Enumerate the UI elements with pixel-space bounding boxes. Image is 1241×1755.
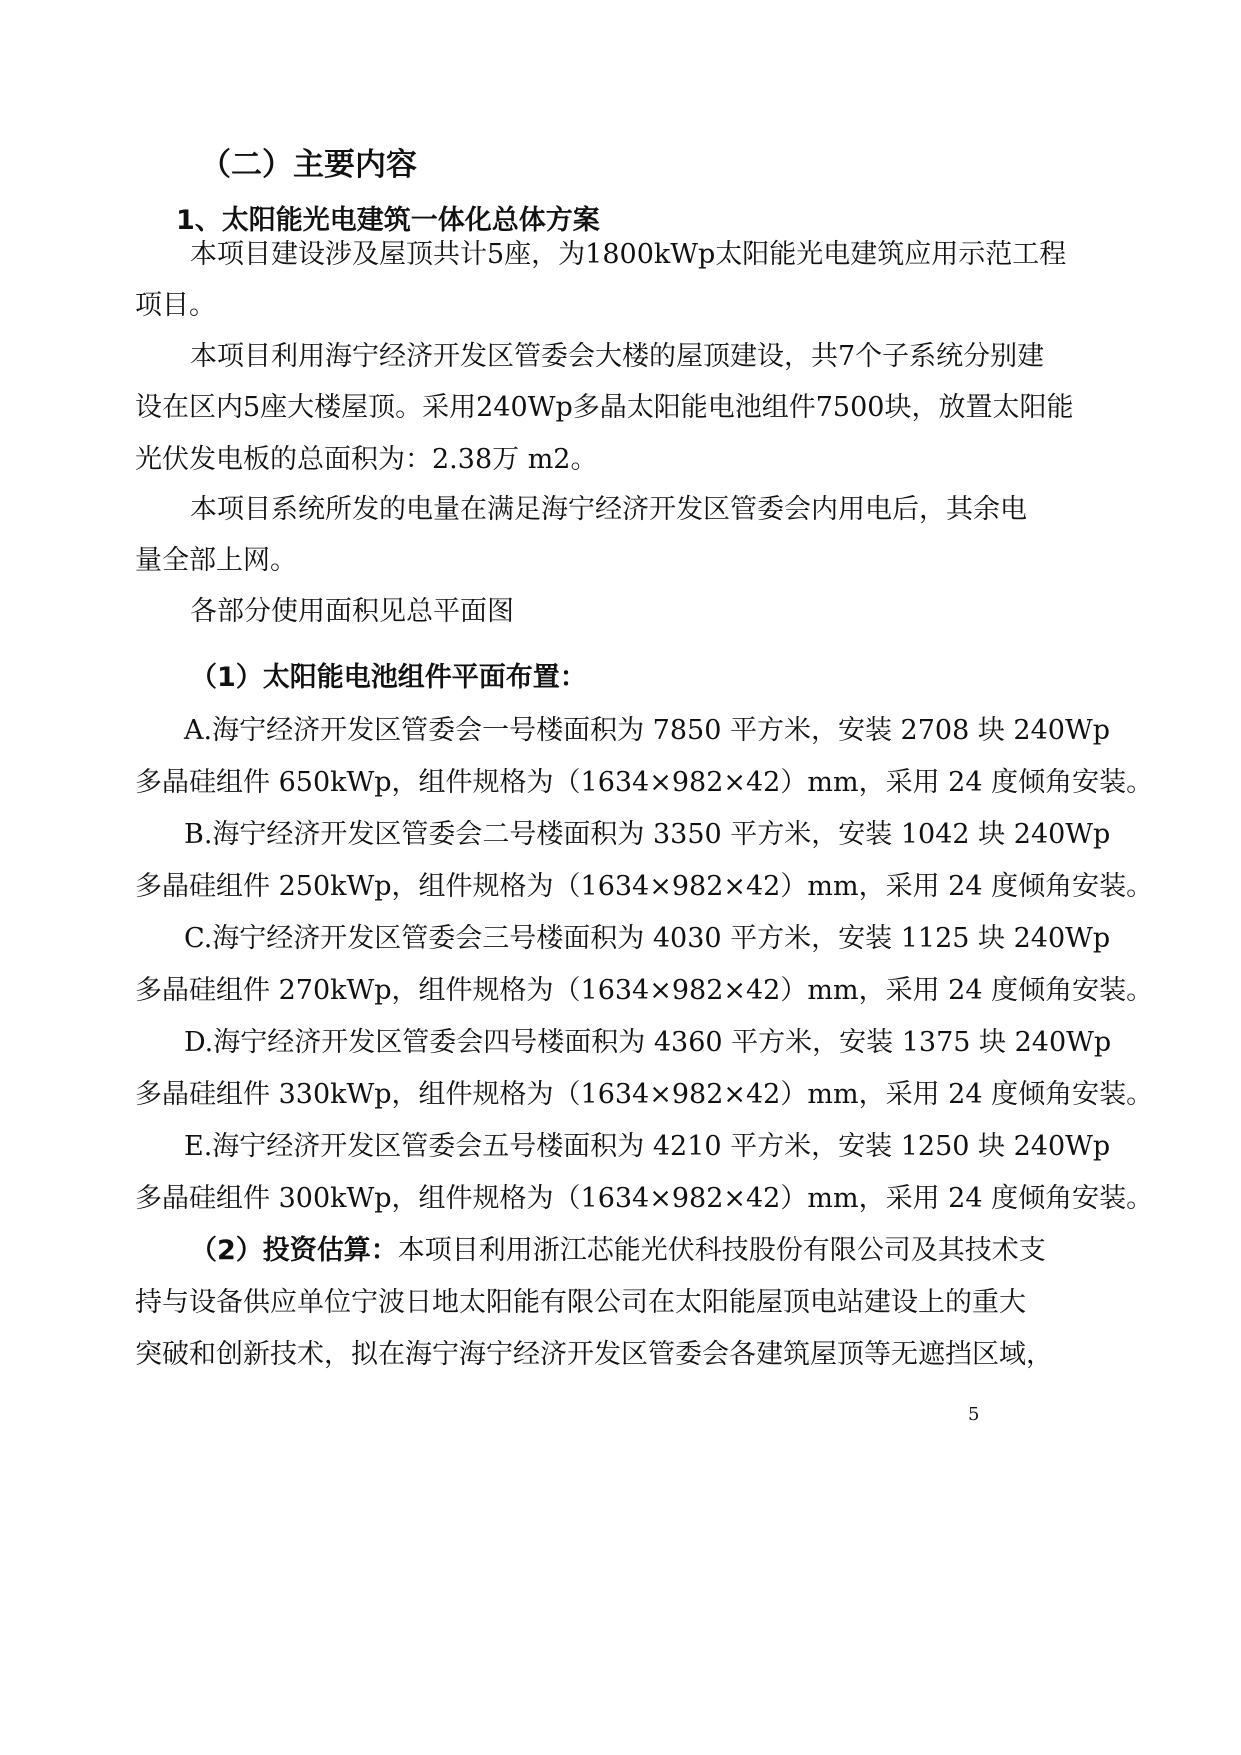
paragraph-1-line-2: 项目。 (135, 290, 216, 321)
item-c-line-2: 多晶硅组件 270kWp，组件规格为（1634×982×42）mm，采用 24 度倾角安装。 (135, 975, 1154, 1006)
investment-line-3: 突破和创新技术，拟在海宁海宁经济开发区管委会各建筑屋顶等无遮挡区域， (135, 1339, 1053, 1370)
item-a-line-2: 多晶硅组件 650kWp，组件规格为（1634×982×42）mm，采用 24 度倾角安装。 (135, 767, 1154, 798)
paragraph-2-line-3: 光伏发电板的总面积为：2.38万 m2。 (135, 444, 598, 475)
investment-line-1-text: 本项目利用浙江芯能光伏科技股份有限公司及其技术支 (397, 1235, 1046, 1266)
investment-line-2: 持与设备供应单位宁波日地太阳能有限公司在太阳能屋顶电站建设上的重大 (135, 1287, 1026, 1318)
page-number: 5 (968, 1404, 980, 1425)
paragraph-3-line-1: 本项目系统所发的电量在满足海宁经济开发区管委会内用电后，其余电 (190, 494, 1027, 525)
investment-line-1 (190, 1234, 1046, 1268)
paragraph-2-line-2: 设在区内5座大楼屋顶。采用240Wp多晶太阳能电池组件7500块，放置太阳能 (135, 392, 1074, 423)
item-d-line-1: D.海宁经济开发区管委会四号楼面积为 4360 平方米，安装 1375 块 240Wp (184, 1027, 1112, 1058)
subheading: 1、太阳能光电建筑一体化总体方案 (176, 205, 600, 236)
section-heading: （二）主要内容 (200, 147, 417, 183)
investment-label: （2）投资估算： (190, 1235, 398, 1266)
item-e-line-1: E.海宁经济开发区管委会五号楼面积为 4210 平方米，安装 1250 块 240Wp (184, 1131, 1111, 1162)
paragraph-2-line-1: 本项目利用海宁经济开发区管委会大楼的屋顶建设，共7个子系统分别建 (190, 341, 1045, 372)
item-d-line-2: 多晶硅组件 330kWp，组件规格为（1634×982×42）mm，采用 24 度倾角安装。 (135, 1079, 1154, 1110)
layout-heading: （1）太阳能电池组件平面布置： (190, 662, 587, 693)
item-b-line-2: 多晶硅组件 250kWp，组件规格为（1634×982×42）mm，采用 24 度倾角安装。 (135, 871, 1154, 902)
item-b-line-1: B.海宁经济开发区管委会二号楼面积为 3350 平方米，安装 1042 块 240Wp (184, 819, 1111, 850)
paragraph-3-line-2: 量全部上网。 (135, 545, 297, 576)
paragraph-1-line-1: 本项目建设涉及屋顶共计5座，为1800kWp太阳能光电建筑应用示范工程 (190, 239, 1067, 270)
paragraph-4: 各部分使用面积见总平面图 (190, 596, 514, 627)
item-e-line-2: 多晶硅组件 300kWp，组件规格为（1634×982×42）mm，采用 24 度倾角安装。 (135, 1183, 1154, 1214)
item-c-line-1: C.海宁经济开发区管委会三号楼面积为 4030 平方米，安装 1125 块 240Wp (184, 923, 1111, 954)
item-a-line-1: A.海宁经济开发区管委会一号楼面积为 7850 平方米，安装 2708 块 240Wp (184, 715, 1110, 746)
